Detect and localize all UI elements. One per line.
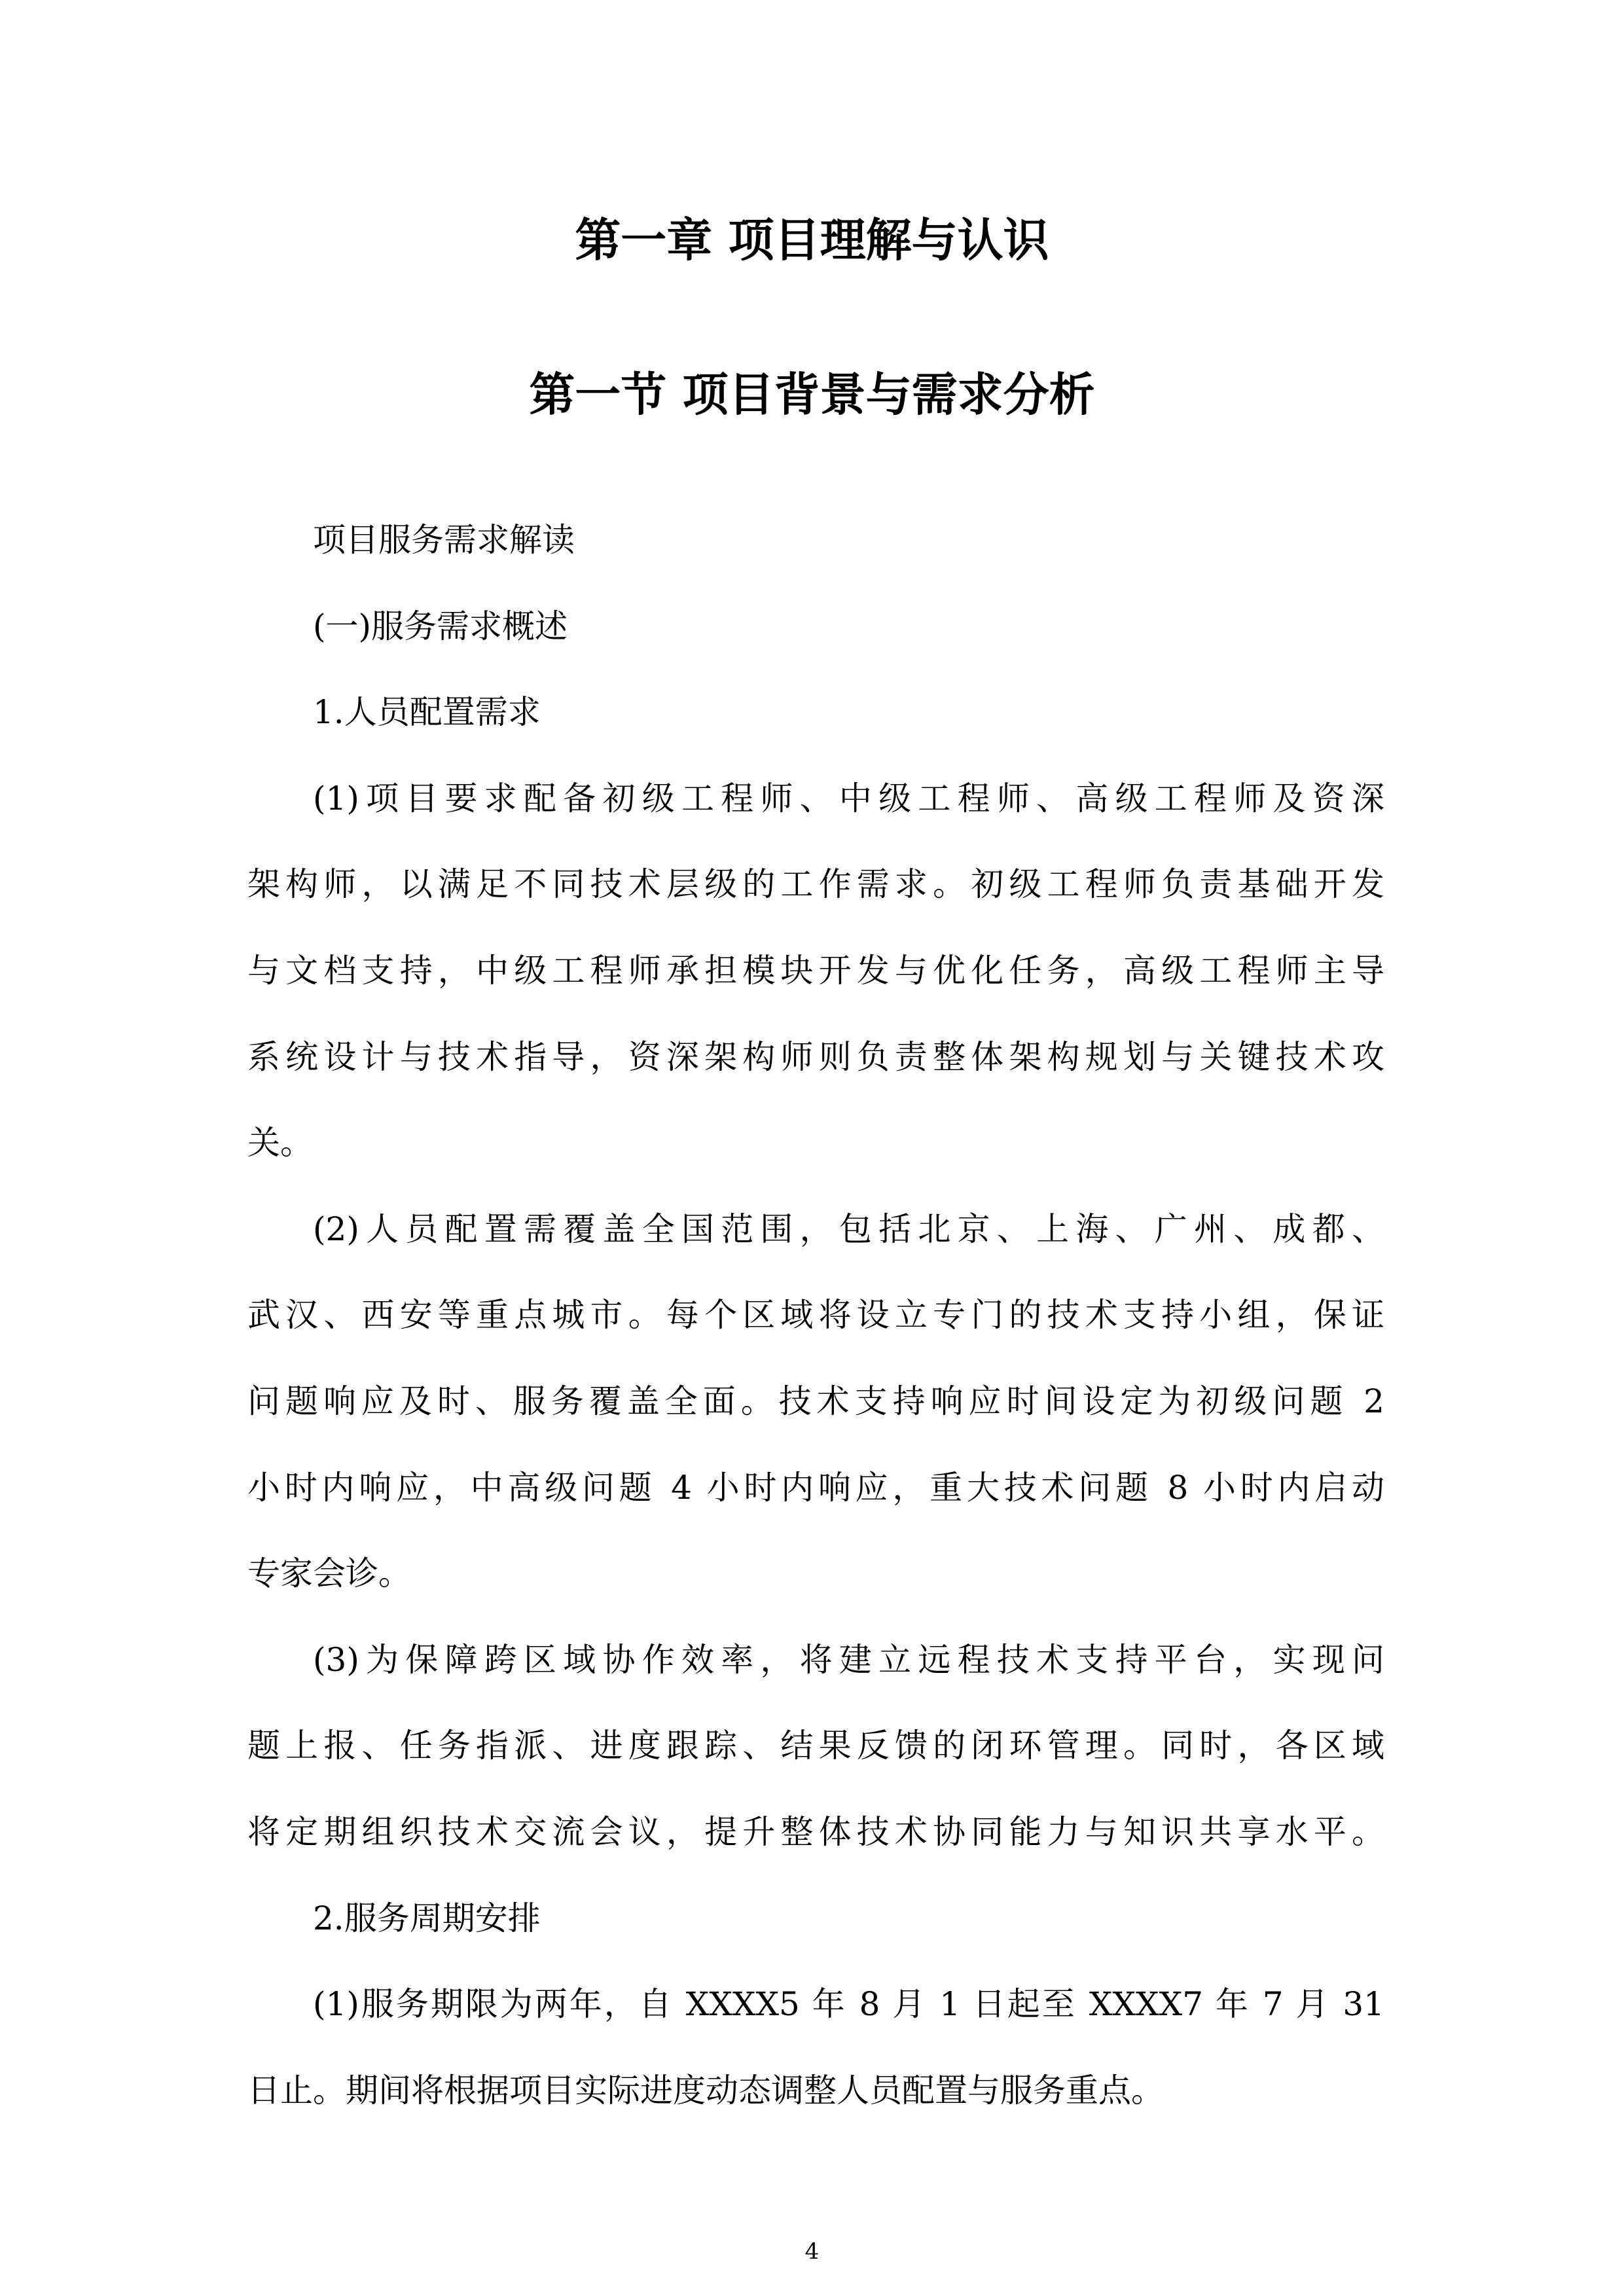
chapter-title: 第一章 项目理解与认识 — [575, 213, 1049, 267]
subheading-staffing: 1.人员配置需求 — [313, 693, 541, 732]
paragraph-line: (3)为保障跨区域协作效率，将建立远程技术支持平台，实现问 — [313, 1640, 1384, 1679]
paragraph-line: 武汉、西安等重点城市。每个区域将设立专门的技术支持小组，保证 — [247, 1296, 1384, 1335]
subheading-overview: (一)服务需求概述 — [313, 607, 568, 645]
section-title: 第一节 项目背景与需求分析 — [529, 367, 1095, 422]
paragraph-line: (1)服务期限为两年，自 XXXX5 年 8 月 1 日起至 XXXX7 年 7 月 31 — [313, 1985, 1384, 2024]
document-body — [247, 497, 1384, 2134]
paragraph-line: 日止。期间将根据项目实际进度动态调整人员配置与服务重点。 — [247, 2071, 1164, 2109]
paragraph-line: 关。 — [247, 1124, 313, 1162]
page-number: 4 — [804, 2238, 820, 2265]
subheading-service-period: 2.服务周期安排 — [313, 1899, 541, 1937]
subheading-service-requirements: 项目服务需求解读 — [313, 521, 575, 559]
paragraph-line: 将定期组织技术交流会议，提升整体技术协同能力与知识共享水平。 — [247, 1812, 1384, 1851]
paragraph-line: 题上报、任务指派、进度跟踪、结果反馈的闭环管理。同时，各区域 — [247, 1727, 1384, 1765]
paragraph-line: 架构师，以满足不同技术层级的工作需求。初级工程师负责基础开发 — [247, 865, 1384, 904]
paragraph-line: 专家会诊。 — [247, 1554, 411, 1593]
paragraph-line: 与文档支持，中级工程师承担模块开发与优化任务，高级工程师主导 — [247, 951, 1384, 990]
paragraph-line: 系统设计与技术指导，资深架构师则负责整体架构规划与关键技术攻 — [247, 1037, 1384, 1076]
paragraph-line: (1)项目要求配备初级工程师、中级工程师、高级工程师及资深 — [313, 779, 1384, 817]
paragraph-line: 问题响应及时、服务覆盖全面。技术支持响应时间设定为初级问题 2 — [247, 1382, 1384, 1420]
paragraph-line: 小时内响应，中高级问题 4 小时内响应，重大技术问题 8 小时内启动 — [247, 1468, 1384, 1507]
paragraph-line: (2)人员配置需覆盖全国范围，包括北京、上海、广州、成都、 — [313, 1210, 1384, 1248]
